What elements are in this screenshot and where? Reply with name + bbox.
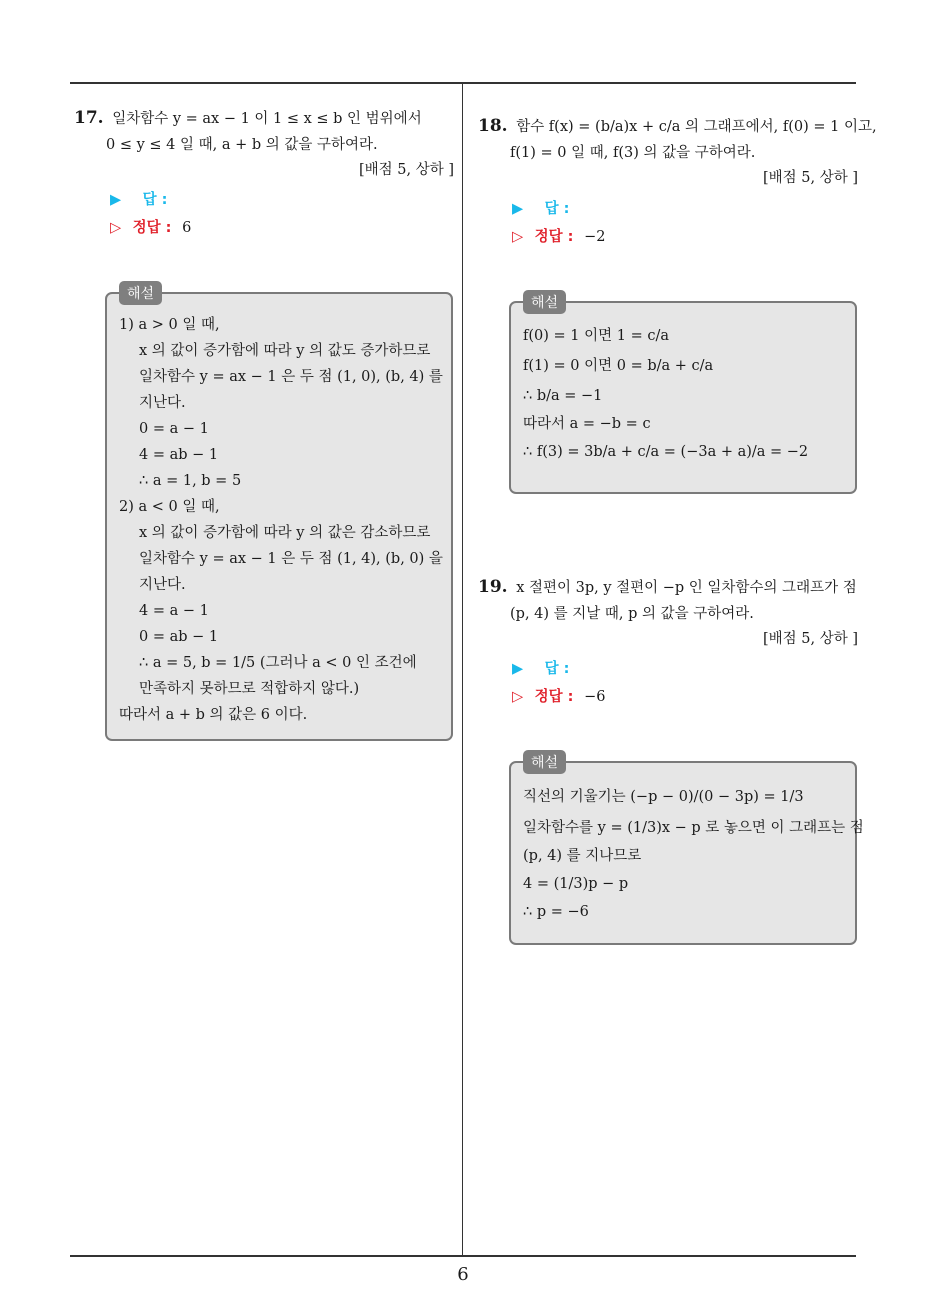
question-17-line-1: 17. 일차함수 y = ax − 1 이 1 ≤ x ≤ b 인 범위에서 [74, 108, 422, 128]
solution-line: 일차함수 y = ax − 1 은 두 점 (1, 4), (b, 0) 을 [139, 551, 443, 567]
solution-line: f(0) = 1 이면 1 = c/a [523, 328, 669, 344]
question-19-number: 19. [478, 577, 508, 597]
solution-line: 따라서 a + b 의 값은 6 이다. [119, 707, 308, 723]
question-17-answers [110, 186, 450, 242]
question-17-number: 17. [74, 108, 104, 128]
solution-line: 지난다. [139, 577, 186, 593]
solution-line: (p, 4) 를 지나므로 [523, 848, 642, 864]
solution-line: x 의 값이 증가함에 따라 y 의 값도 증가하므로 [139, 343, 431, 359]
solution-tag: 해설 [523, 290, 566, 314]
solution-line: 만족하지 못하므로 적합하지 않다.) [139, 681, 360, 697]
filled-triangle-icon: ▶ [512, 661, 524, 677]
solution-line: x 의 값이 증가함에 따라 y 의 값은 감소하므로 [139, 525, 431, 541]
question-18-line-2: f(1) = 0 일 때, f(3) 의 값을 구하여라. [510, 145, 756, 161]
answer-row [512, 655, 852, 683]
solution-box-17 [105, 286, 453, 741]
question-19-line-2: (p, 4) 를 지날 때, p 의 값을 구하여라. [510, 606, 754, 622]
question-19-score: [배점 5, 상하 ] [762, 631, 858, 647]
solution-line: ∴ a = 1, b = 5 [139, 473, 242, 489]
question-17-line-2: 0 ≤ y ≤ 4 일 때, a + b 의 값을 구하여라. [106, 137, 378, 153]
answer-label: 답 : [544, 201, 570, 217]
question-17 [74, 105, 454, 182]
page-number: 6 [457, 1264, 469, 1285]
solution-line: f(1) = 0 이면 0 = b/a + c/a [523, 358, 714, 374]
correct-answer-row [110, 214, 450, 242]
question-18 [478, 113, 877, 190]
solution-line: ∴ b/a = −1 [523, 388, 603, 404]
outline-triangle-icon: ▷ [512, 689, 524, 705]
question-18-number: 18. [478, 116, 508, 136]
question-19-answers [512, 655, 852, 711]
correct-answer-row [512, 683, 852, 711]
question-19 [478, 574, 858, 651]
correct-value: −2 [584, 229, 606, 245]
solution-line: 지난다. [139, 395, 186, 411]
question-19-line-1: 19. x 절편이 3p, y 절편이 −p 인 일차함수의 그래프가 점 [478, 577, 857, 597]
outline-triangle-icon: ▷ [110, 220, 122, 236]
solution-box-18 [509, 295, 857, 494]
solution-line: 4 = a − 1 [139, 603, 209, 619]
solution-line: ∴ f(3) = 3b/a + c/a = (−3a + a)/a = −2 [523, 444, 809, 460]
solution-line: 2) a < 0 일 때, [119, 499, 220, 515]
solution-line: 4 = ab − 1 [139, 447, 219, 463]
correct-label: 정답 : [534, 229, 574, 245]
answer-row [512, 195, 852, 223]
correct-answer-row [512, 223, 852, 251]
solution-line: ∴ p = −6 [523, 904, 589, 920]
solution-tag: 해설 [119, 281, 162, 305]
solution-line: 따라서 a = −b = c [523, 416, 651, 432]
correct-value: 6 [182, 220, 192, 236]
answer-row [110, 186, 450, 214]
solution-line: 직선의 기울기는 (−p − 0)/(0 − 3p) = 1/3 [523, 789, 804, 805]
solution-line: ∴ a = 5, b = 1/5 (그러나 a < 0 인 조건에 [139, 655, 417, 671]
solution-line: 0 = ab − 1 [139, 629, 219, 645]
solution-line: 0 = a − 1 [139, 421, 209, 437]
filled-triangle-icon: ▶ [110, 192, 122, 208]
answer-label: 답 : [142, 192, 168, 208]
solution-line: 4 = (1/3)p − p [523, 876, 629, 892]
correct-label: 정답 : [132, 220, 172, 236]
column-divider [462, 82, 463, 1256]
question-17-score: [배점 5, 상하 ] [358, 162, 454, 178]
bottom-rule [70, 1255, 856, 1257]
question-18-line-1: 18. 함수 f(x) = (b/a)x + c/a 의 그래프에서, f(0) = 1 이고, [478, 116, 877, 136]
question-18-answers [512, 195, 852, 251]
solution-line: 일차함수를 y = (1/3)x − p 로 놓으면 이 그래프는 점 [523, 820, 864, 836]
solution-line: 일차함수 y = ax − 1 은 두 점 (1, 0), (b, 4) 를 [139, 369, 443, 385]
answer-label: 답 : [544, 661, 570, 677]
outline-triangle-icon: ▷ [512, 229, 524, 245]
solution-tag: 해설 [523, 750, 566, 774]
solution-line: 1) a > 0 일 때, [119, 317, 220, 333]
question-18-score: [배점 5, 상하 ] [762, 170, 858, 186]
correct-value: −6 [584, 689, 606, 705]
solution-box-19 [509, 755, 864, 945]
filled-triangle-icon: ▶ [512, 201, 524, 217]
correct-label: 정답 : [534, 689, 574, 705]
